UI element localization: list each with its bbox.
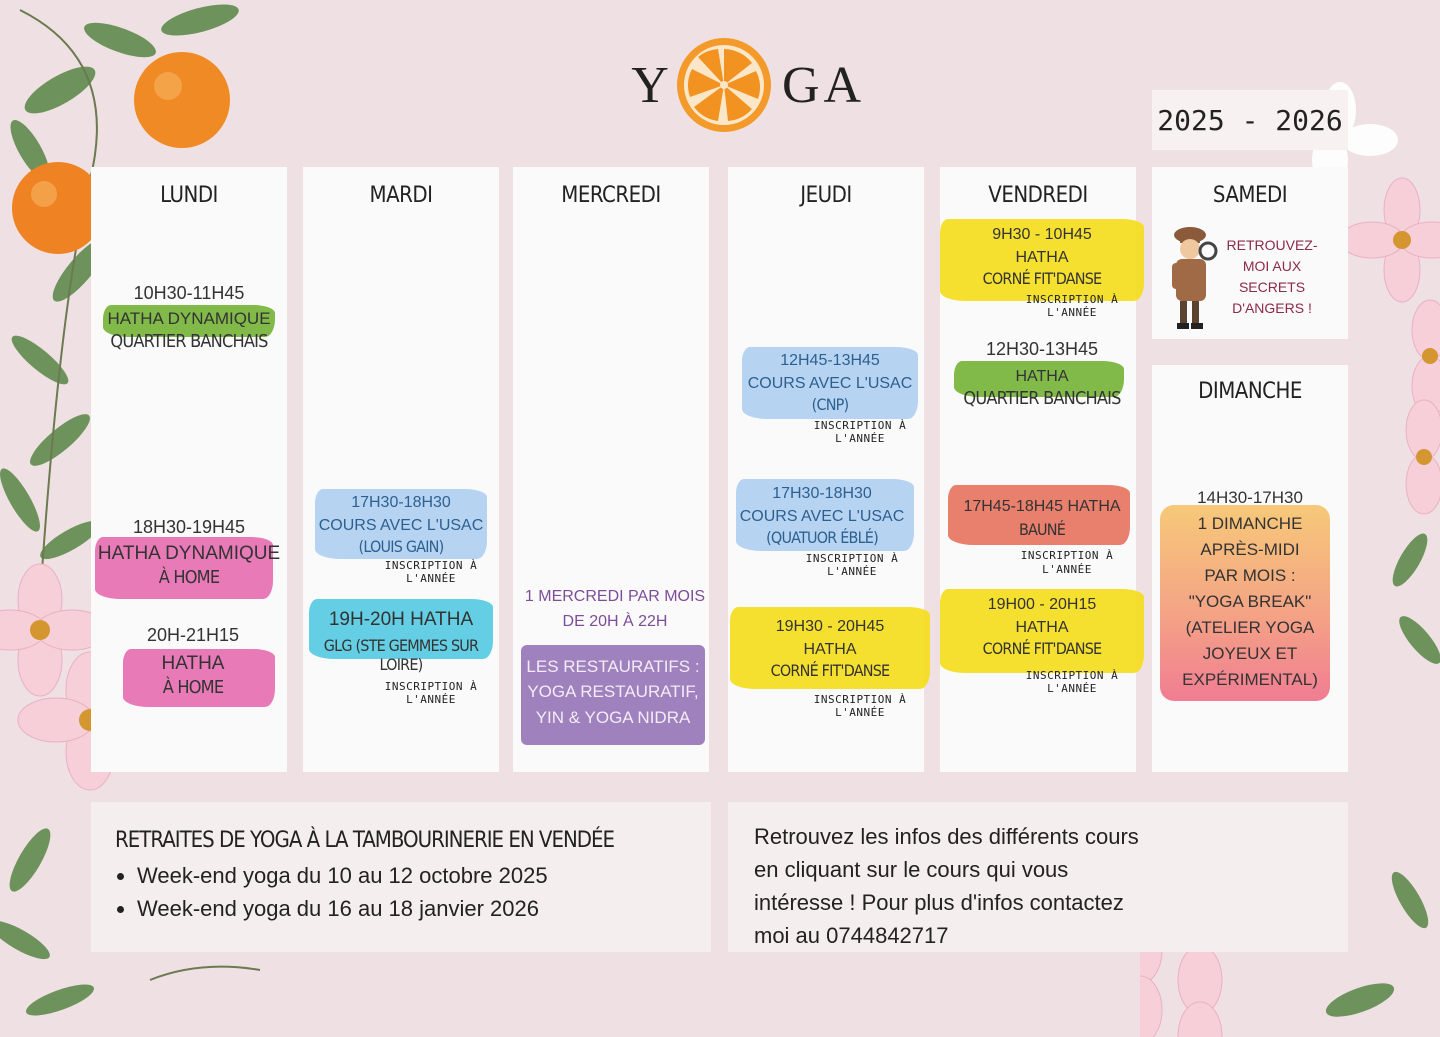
- class-time: 12H30-13H45: [985, 339, 1099, 359]
- title-ga: GA: [782, 56, 866, 114]
- class-place: CORNÉ FIT'DANSE: [982, 639, 1102, 659]
- column-samedi[interactable]: [1152, 167, 1348, 339]
- dimanche-line: JOYEUX ET: [1202, 644, 1298, 663]
- class-time: 17H30-18H30: [772, 485, 872, 502]
- title-y: Y: [631, 56, 673, 114]
- samedi-line: RETROUVEZ-: [1226, 237, 1318, 253]
- class-jeudi-3[interactable]: [732, 617, 928, 719]
- day-label-mercredi: MERCREDI: [561, 183, 661, 208]
- class-time: 17H30-18H30: [351, 494, 451, 511]
- dimanche-line: 1 DIMANCHE: [1197, 514, 1303, 533]
- class-mercredi-1[interactable]: [517, 657, 709, 728]
- column-mercredi: [513, 167, 709, 772]
- class-jeudi-2[interactable]: [724, 484, 920, 578]
- day-label-dimanche: DIMANCHE: [1198, 379, 1302, 404]
- info-line: en cliquant sur le cours qui vous: [754, 857, 1069, 882]
- dimanche-line: (ATELIER YOGA: [1185, 618, 1315, 637]
- class-time: 10H30-11H45: [133, 283, 245, 303]
- retreats-heading: RETRAITES DE YOGA À LA TAMBOURINERIE EN VENDÉE: [115, 828, 615, 853]
- mercredi-frequency: 1 MERCREDI PAR MOIS: [524, 588, 706, 605]
- class-name: HATHA: [161, 652, 225, 674]
- class-name: COURS AVEC L'USAC: [747, 375, 913, 393]
- info-text: [728, 802, 1174, 952]
- detective-icon: [1168, 225, 1220, 333]
- samedi-text: [1220, 235, 1324, 319]
- class-name: COURS AVEC L'USAC: [739, 508, 905, 526]
- class-note: INSCRIPTION À L'ANNÉE: [384, 558, 478, 585]
- samedi-line: D'ANGERS !: [1232, 300, 1312, 316]
- class-note: INSCRIPTION À L'ANNÉE: [805, 551, 899, 578]
- class-vendredi-2[interactable]: [944, 339, 1140, 409]
- class-time: 19H30 - 20H45: [775, 618, 885, 635]
- retreat-item[interactable]: • Week-end yoga du 16 au 18 janvier 2026: [137, 892, 711, 925]
- dimanche-line: EXPÉRIMENTAL): [1182, 670, 1318, 689]
- class-mardi-2[interactable]: [303, 609, 499, 707]
- class-jeudi-1[interactable]: [732, 351, 928, 445]
- column-vendredi: [940, 167, 1136, 772]
- class-name: HATHA: [1015, 367, 1069, 385]
- class-line-1: LES RESTAURATIFS :: [526, 657, 700, 676]
- day-label-lundi: LUNDI: [160, 183, 218, 208]
- dimanche-line: APRÈS-MIDI: [1200, 540, 1300, 559]
- class-place: (CNP): [811, 395, 849, 415]
- class-place: CORNÉ FIT'DANSE: [770, 661, 890, 681]
- class-time: 19H-20H HATHA: [328, 609, 474, 630]
- class-place: À HOME: [162, 677, 224, 699]
- class-name: COURS AVEC L'USAC: [318, 517, 484, 535]
- column-lundi: [91, 167, 287, 772]
- class-time: 20H-21H15: [146, 625, 240, 645]
- retreat-item[interactable]: • Week-end yoga du 10 au 12 octobre 2025: [137, 859, 711, 892]
- class-vendredi-4[interactable]: [944, 595, 1140, 695]
- mercredi-hours: DE 20H À 22H: [562, 613, 668, 631]
- page-title: [630, 40, 865, 130]
- class-place: GLG (STE GEMMES SUR LOIRE): [323, 635, 479, 674]
- class-place: (QUATUOR ÉBLÉ): [766, 528, 878, 548]
- orange-slice-icon: [674, 35, 774, 135]
- info-line: moi au 0744842717: [754, 923, 949, 948]
- dimanche-line: PAR MOIS :: [1204, 566, 1296, 585]
- school-year: 2025 - 2026: [1152, 90, 1348, 150]
- class-note: INSCRIPTION À L'ANNÉE: [1025, 668, 1119, 695]
- class-line-2: YOGA RESTAURATIF,: [527, 682, 699, 702]
- info-line: Retrouvez les infos des différents cours: [754, 824, 1139, 849]
- class-time: 18H30-19H45: [132, 517, 246, 537]
- class-place: CORNÉ FIT'DANSE: [982, 269, 1102, 289]
- class-line-3: YIN & YOGA NIDRA: [535, 707, 691, 727]
- class-note: INSCRIPTION À L'ANNÉE: [1020, 549, 1114, 576]
- class-place: QUARTIER BANCHAIS: [110, 330, 268, 352]
- samedi-line: SECRETS: [1238, 279, 1306, 295]
- column-jeudi: [728, 167, 924, 772]
- retreats-list: [91, 859, 711, 925]
- class-name: HATHA: [803, 641, 857, 659]
- day-label-samedi: SAMEDI: [1212, 183, 1288, 208]
- info-line: intéresse ! Pour plus d'infos contactez: [754, 890, 1124, 915]
- class-name: HATHA DYNAMIQUE: [97, 542, 281, 564]
- class-time: 17H45-18H45 HATHA: [963, 498, 1121, 515]
- class-lundi-1[interactable]: [91, 283, 287, 353]
- mercredi-intro: [513, 587, 717, 631]
- class-dimanche[interactable]: [1152, 485, 1348, 693]
- class-vendredi-1[interactable]: [944, 225, 1140, 319]
- class-name: HATHA: [1015, 249, 1069, 267]
- class-place: (LOUIS GAIN): [358, 537, 444, 557]
- class-vendredi-3[interactable]: [944, 497, 1140, 576]
- class-lundi-3[interactable]: [95, 625, 291, 699]
- class-lundi-2[interactable]: [91, 517, 287, 589]
- class-note: INSCRIPTION À L'ANNÉE: [1025, 292, 1119, 319]
- class-place: QUARTIER BANCHAIS: [963, 387, 1121, 409]
- class-place: À HOME: [158, 567, 220, 589]
- day-label-jeudi: JEUDI: [800, 183, 852, 208]
- class-time: 14H30-17H30: [1197, 488, 1303, 507]
- class-note: INSCRIPTION À L'ANNÉE: [813, 692, 907, 719]
- class-time: 9H30 - 10H45: [992, 226, 1092, 243]
- class-place: BAUNÉ: [1018, 520, 1066, 540]
- class-name: HATHA: [1015, 619, 1069, 637]
- class-name: HATHA DYNAMIQUE: [107, 308, 271, 328]
- class-note: INSCRIPTION À L'ANNÉE: [813, 418, 907, 445]
- day-label-vendredi: VENDREDI: [988, 183, 1088, 208]
- class-mardi-1[interactable]: [303, 493, 499, 585]
- column-dimanche: [1152, 365, 1348, 772]
- class-note: INSCRIPTION À L'ANNÉE: [384, 680, 478, 707]
- day-label-mardi: MARDI: [369, 183, 433, 208]
- retreats-box: [91, 802, 711, 952]
- info-box: [728, 802, 1348, 952]
- class-time: 19H00 - 20H15: [987, 596, 1097, 613]
- samedi-line: MOI AUX: [1242, 258, 1302, 274]
- dimanche-line: "YOGA BREAK": [1188, 592, 1312, 611]
- class-time: 12H45-13H45: [780, 352, 880, 369]
- column-mardi: [303, 167, 499, 772]
